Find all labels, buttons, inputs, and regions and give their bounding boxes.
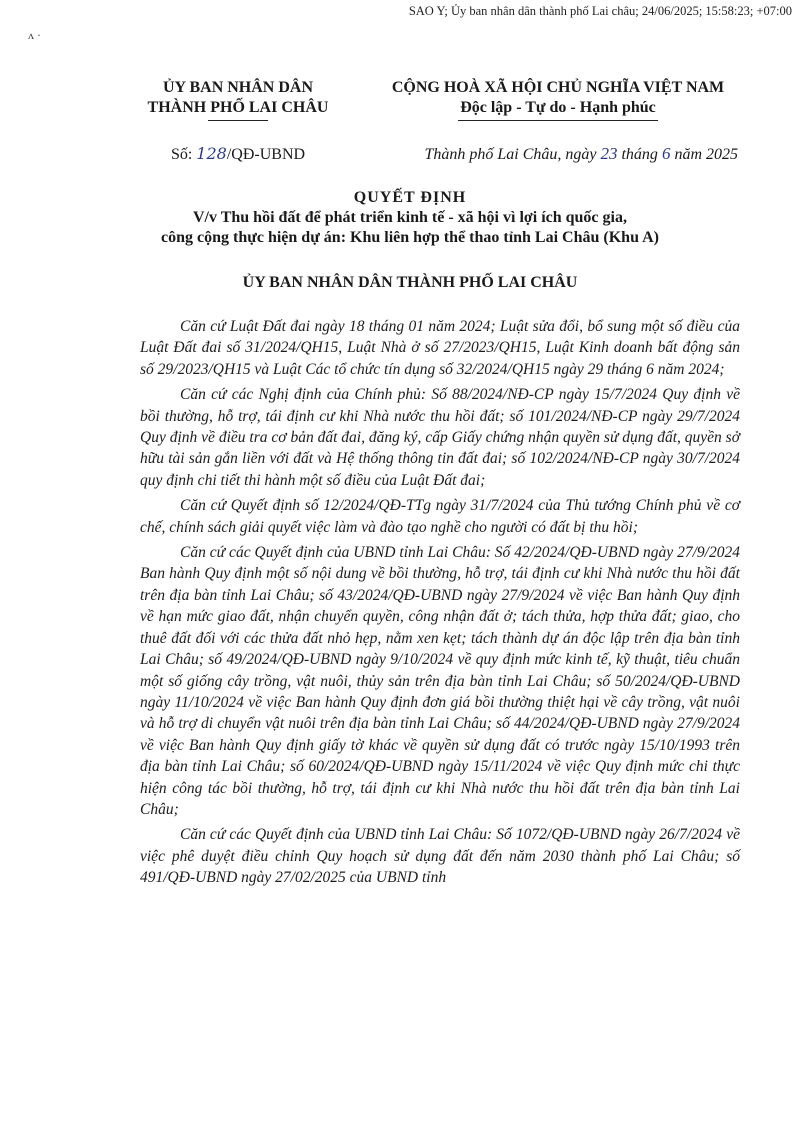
authority-line-1: ỦY BAN NHÂN DÂN bbox=[162, 79, 314, 96]
number-prefix: Số: bbox=[170, 146, 197, 163]
paragraph: Căn cứ các Quyết định của UBND tỉnh Lai Châu: Số 1072/QĐ-UBND ngày 26/7/2024 về việc phê duyệt điều chỉnh Quy hoạch sử dụng đất đến năm 2030 thành phố Lai Châu; số 491/QĐ-UBND ngày 27/02/2025 của UBND tỉnh bbox=[140, 826, 740, 887]
handwritten-day: 23 bbox=[600, 144, 618, 163]
authority-underline bbox=[208, 120, 268, 121]
month-label: tháng bbox=[617, 146, 662, 163]
paragraph: Căn cứ Luật Đất đai ngày 18 tháng 01 năm 2024; Luật sửa đổi, bổ sung một số điều của Luật Đất đai số 31/2024/QH15, Luật Nhà ở số 27/2023/QH15, Luật Kinh doanh bất động sản số 29/2023/QH15 và Luật Các tổ chức tín dụng số 32/2024/QH15 ngày 29 tháng 6 năm 2024; bbox=[140, 318, 740, 378]
motto: Độc lập - Tự do - Hạnh phúc bbox=[460, 99, 656, 116]
paragraph: Căn cứ các Quyết định của UBND tỉnh Lai Châu: Số 42/2024/QĐ-UBND ngày 27/9/2024 Ban hành Quy định một số nội dung về bồi thường, hỗ trợ, tái định cư khi Nhà nước thu hồi đất trên địa bàn tỉnh Lai Châu; số 43/2024/QĐ-UBND ngày 27/9/2024 về việc Ban hành Quy định về hạn mức giao đất, nhận chuyển quyền, công nhận đất ở; tách thửa, hợp thửa đất; giao, cho thuê đất đối với các thửa đất nhỏ hẹp, nằm xen kẹt; tách thành dự án độc lập trên địa bàn tỉnh Lai Châu; số 49/2024/QĐ-UBND ngày 9/10/2024 về quy định mức kinh tế, kỹ thuật, tiêu chuẩn một số giống cây trồng, vật nuôi, thủy sản trên địa bàn tỉnh Lai Châu; số 50/2024/QĐ-UBND ngày 11/10/2024 về việc Ban hành Quy định đơn giá bồi thường thiệt hại về cây trồng, vật nuôi và hỗ trợ di chuyển vật nuôi trên địa bàn tỉnh Lai Châu; số 44/2024/QĐ-UBND ngày 27/9/2024 về việc Ban hành Quy định giấy tờ khác về quyền sử dụng đất có trước ngày 15/10/1993 trên địa bàn tỉnh Lai Châu; số 60/2024/QĐ-UBND ngày 15/11/2024 về việc Quy định mức chi thực hiện công tác bồi thường, hỗ trợ, tái định cư khi Nhà nước thu hồi đất trên địa bàn tỉnh Lai Châu; bbox=[140, 544, 740, 818]
issuing-authority bbox=[118, 78, 358, 121]
national-motto bbox=[378, 78, 738, 121]
motto-underline bbox=[458, 120, 658, 121]
paragraph: Căn cứ các Nghị định của Chính phủ: Số 88/2024/NĐ-CP ngày 15/7/2024 Quy định về bồi thường, hỗ trợ, tái định cư khi Nhà nước thu hồi đất; số 101/2024/NĐ-CP ngày 29/7/2024 Quy định về điều tra cơ bản đất đai, đăng ký, cấp Giấy chứng nhận quyền sử dụng đất, quyền sở hữu tài sản gắn liền với đất và Hệ thống thông tin đất đai; số 102/2024/NĐ-CP ngày 30/7/2024 quy định chi tiết thi hành một số điều của Luật Đất đai; bbox=[140, 386, 740, 489]
document-type: QUYẾT ĐỊNH bbox=[353, 189, 467, 206]
issuer-heading: ỦY BAN NHÂN DÂN THÀNH PHỐ LAI CHÂU bbox=[242, 274, 578, 291]
country-name: CỘNG HOÀ XÃ HỘI CHỦ NGHĨA VIỆT NAM bbox=[391, 79, 725, 96]
subject-line-2: công cộng thực hiện dự án: Khu liên hợp thể thao tỉnh Lai Châu (Khu A) bbox=[161, 229, 659, 246]
paragraph: Căn cứ Quyết định số 12/2024/QĐ-TTg ngày 31/7/2024 của Thủ tướng Chính phủ về cơ chế, chính sách giải quyết việc làm và đào tạo nghề cho người có đất bị thu hồi; bbox=[140, 497, 740, 536]
number-date-row bbox=[118, 144, 738, 164]
number-suffix: /QĐ-UBND bbox=[226, 146, 306, 163]
handwritten-month: 6 bbox=[661, 144, 671, 163]
document-body bbox=[140, 316, 740, 893]
document-number bbox=[118, 144, 358, 164]
date-prefix: Thành phố Lai Châu, ngày bbox=[424, 146, 601, 163]
document-date bbox=[378, 144, 738, 164]
corner-mark: ʌ · bbox=[28, 28, 41, 42]
year-label: năm 2025 bbox=[670, 146, 738, 163]
subject-line-1: V/v Thu hồi đất để phát triển kinh tế - xã hội vì lợi ích quốc gia, bbox=[193, 209, 627, 226]
digital-signature-stamp: SAO Y; Ủy ban nhân dân thành phố Lai châu; 24/06/2025; 15:58:23; +07:00 bbox=[408, 4, 792, 18]
authority-line-2: THÀNH PHỐ LAI CHÂU bbox=[147, 99, 329, 116]
decision-title bbox=[100, 188, 720, 248]
handwritten-number: 128 bbox=[196, 144, 227, 163]
document-header bbox=[118, 78, 738, 121]
